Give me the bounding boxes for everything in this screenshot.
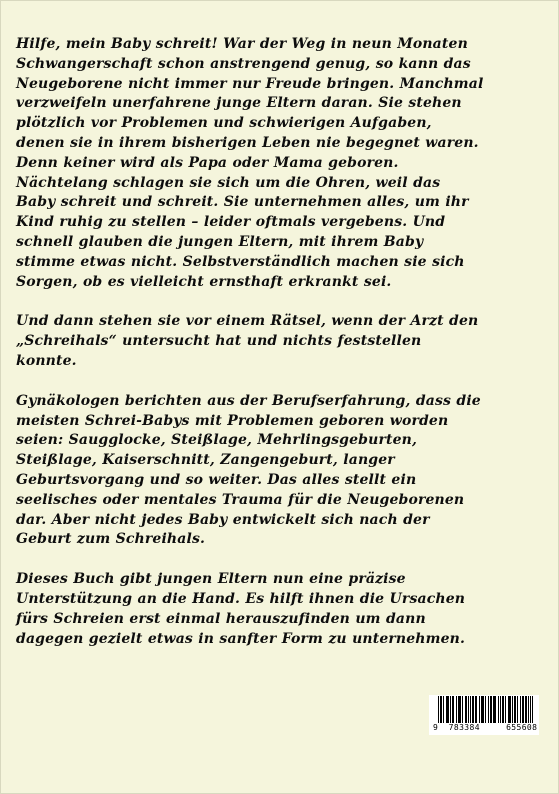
blurb-paragraph-4: Dieses Buch gibt jungen Eltern nun eine präzise Unterstützung an die Hand. Es hilft ihnen die Ursachen fürs Schreien erst einmal herauszufinden um dann dagegen gezielt etwas in sanfter Form zu unternehmen. <box>16 571 466 647</box>
barcode-bar <box>448 696 449 723</box>
barcode-bar <box>495 696 496 723</box>
barcode-bar <box>517 696 518 723</box>
blurb-paragraph-1: Hilfe, mein Baby schreit! War der Weg in neun Monaten Schwangerschaft schon anstrengend genug, so kann das Neugeborene nicht immer nur Freude bringen. Manchmal verzweifeln unerfahrene junge Eltern daran. Sie stehen plötzlich vor Problemen und schwierigen Aufgaben, denen sie in ihrem bisherigen Leben nie begegnet waren. Denn keiner wird als Papa oder Mama geboren. Nächtelang schlagen sie sich um die Ohren, weil das Baby schreit und schreit. Sie unternehmen alles, um ihr Kind ruhig zu stellen – leider oftmals vergebens. Und schnell glauben die jungen Eltern, mit ihrem Baby stimme etwas nicht. Selbstverständlich machen sie sich Sorgen, ob es vielleicht ernsthaft erkrankt sei. <box>16 36 484 290</box>
barcode-bar <box>526 696 527 723</box>
barcode-bar <box>530 696 531 723</box>
barcode-bar <box>532 696 533 723</box>
barcode-bar <box>483 696 484 723</box>
barcode-bar <box>523 696 524 723</box>
blurb-text <box>16 35 544 669</box>
barcode-bar <box>443 696 444 723</box>
barcode-left-digits: 783384 <box>448 723 480 732</box>
barcode-bar <box>500 696 501 723</box>
barcode-bar <box>441 696 442 723</box>
isbn-barcode <box>429 695 539 735</box>
barcode-bar <box>456 696 457 723</box>
barcode-bar <box>512 696 513 723</box>
barcode-bar <box>462 696 463 723</box>
barcode-bar <box>510 696 511 723</box>
barcode-lead-digit: 9 <box>433 723 439 732</box>
barcode-bar <box>520 696 521 723</box>
barcode-bar <box>505 696 506 723</box>
barcode-bar <box>503 696 504 723</box>
barcode-bar <box>515 696 516 723</box>
barcode-bars <box>438 696 533 723</box>
barcode-bar <box>488 696 489 723</box>
blurb-paragraph-2: Und dann stehen sie vor einem Rätsel, wenn der Arzt den „Schreihals“ untersucht hat und nichts feststellen konnte. <box>16 313 479 369</box>
barcode-bar <box>453 696 454 723</box>
barcode-bar <box>470 696 471 723</box>
barcode-bar <box>479 696 480 723</box>
blurb-paragraph-3: Gynäkologen berichten aus der Berufserfahrung, dass die meisten Schrei-Babys mit Problemen geboren worden seien: Saugglocke, Steißlage, Mehrlingsgeburten, Steißlage, Kaiserschnitt, Zangengeburt, langer Geburtsvorgang und so weiter. Das alles stellt ein seelisches oder mentales Trauma für die Neugeborenen dar. Aber nicht jedes Baby entwickelt sich nach der Geburt zum Schreihals. <box>16 392 481 548</box>
barcode-bar <box>491 696 492 723</box>
barcode-right-digits: 655608 <box>506 723 538 732</box>
barcode-bar <box>476 696 477 723</box>
barcode-bar <box>468 696 469 723</box>
barcode-bar <box>473 696 474 723</box>
barcode-bar <box>460 696 461 723</box>
barcode-bar <box>438 696 439 723</box>
barcode-bar <box>466 696 467 723</box>
barcode-bar <box>485 696 486 723</box>
barcode-digits <box>433 723 537 732</box>
barcode-bar <box>528 696 529 723</box>
barcode-bar <box>450 696 451 723</box>
barcode-bar <box>498 696 499 723</box>
